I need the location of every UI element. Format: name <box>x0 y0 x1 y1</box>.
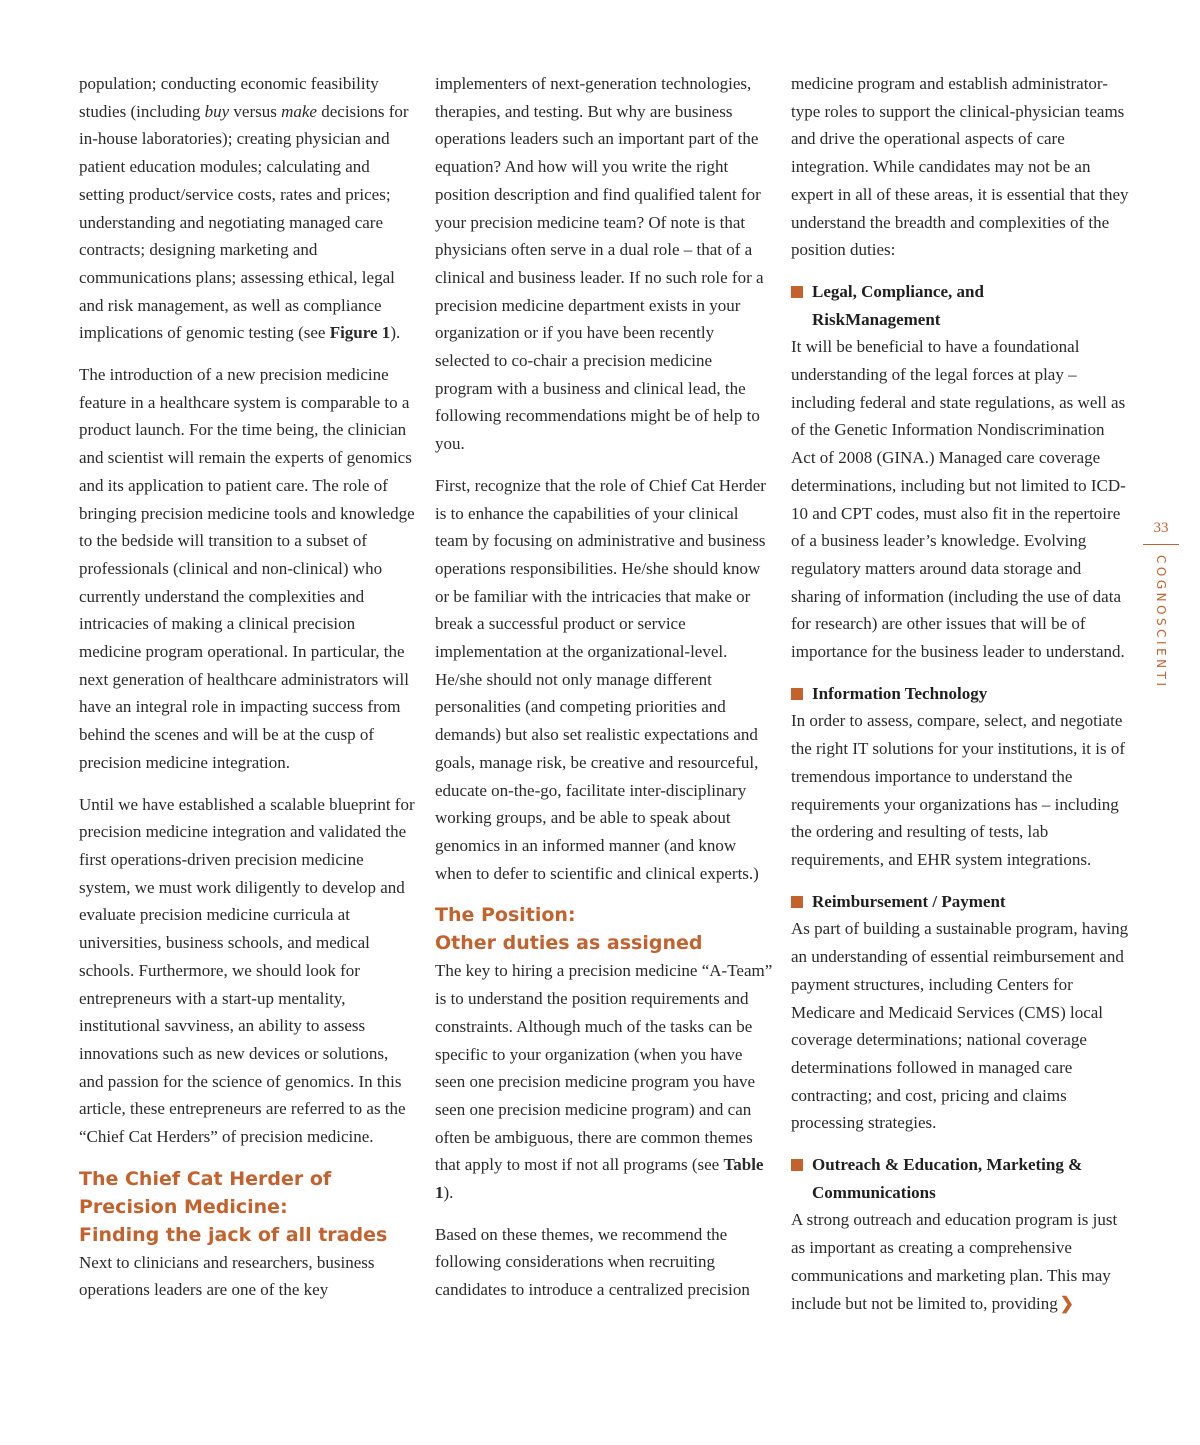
paragraph: The key to hiring a precision medicine “A-Team” is to understand the position requirements and constraints. Although much of the tasks can be specific to your organization (when you have seen one precision medicine program you have seen one precision medicine program) and can often be ambiguous, there are common themes that apply to most if not all programs (see Table 1). <box>435 961 773 1203</box>
divider <box>1143 544 1179 545</box>
figure-reference: Figure 1 <box>329 323 391 343</box>
orange-square-bullet-icon <box>791 896 803 908</box>
column-1 <box>79 70 417 1304</box>
paragraph: In order to assess, compare, select, and negotiate the right IT solutions for your institutions, it is of tremendous importance to understand the requirements your organizations has – including the ordering and resulting of tests, lab requirements, and EHR system integrations. <box>791 711 1126 869</box>
paragraph: As part of building a sustainable program, having an understanding of essential reimbursement and payment structures, including Centers for Medicare and Medicaid Services (CMS) local coverage determinations; national coverage determinations followed in managed care contracting; and cost, pricing and claims processing strategies. <box>791 919 1129 1133</box>
orange-square-bullet-icon <box>791 1159 803 1171</box>
paragraph: population; conducting economic feasibility studies (including buy versus make decisions for in-house laboratories); creating physician and patient education modules; calculating and setting product/service costs, rates and prices; understanding and negotiating managed care contracts; designing marketing and communications plans; assessing ethical, legal and risk management, as well as compliance implications of genomic testing (see Figure 1). <box>79 74 409 343</box>
bullet-heading-outreach: Outreach & Education, Marketing & Communications <box>791 1151 1129 1206</box>
bullet-heading-legal: Legal, Compliance, and RiskManagement <box>791 278 1129 333</box>
publication-label: COGNOSCIENTI <box>1154 555 1168 690</box>
page-number: 33 <box>1153 520 1169 536</box>
paragraph: implementers of next-generation technologies, therapies, and testing. But why are business operations leaders such an important part of the equation? And how will you write the right position description and find qualified talent for your precision medicine team? Of note is that physicians often serve in a dual role – that of a clinical and business leader. If no such role for a precision medicine department exists in your organization or if you have been recently selected to co-chair a precision medicine program with a business and clinical lead, the following recommendations might be of help to you. <box>435 74 764 454</box>
paragraph: medicine program and establish administrator-type roles to support the clinical-physician teams and drive the operational aspects of care integration. While candidates may not be an expert in all of these areas, it is essential that they understand the breadth and complexities of the position duties: <box>791 74 1129 260</box>
page-sidebar <box>1143 518 1179 690</box>
paragraph: Next to clinicians and researchers, business operations leaders are one of the key <box>79 1252 375 1300</box>
paragraph: It will be beneficial to have a foundational understanding of the legal forces at play – including federal and state regulations, as well as of the Genetic Information Nondiscrimination Act of 2008 (GINA.) Managed care coverage determinations, including but not limited to ICD-10 and CPT codes, must also fit in the repertoire of a business leader’s knowledge. Evolving regulatory matters around data storage and sharing of information (including the use of data for research) are other issues that will be of importance for the business leader to understand. <box>791 337 1126 662</box>
orange-square-bullet-icon <box>791 688 803 700</box>
paragraph: Based on these themes, we recommend the following considerations when recruiting candidates to introduce a centralized precision <box>435 1224 750 1300</box>
section-heading-the-position: The Position: Other duties as assigned <box>435 904 703 955</box>
column-3 <box>791 70 1129 1317</box>
paragraph: The introduction of a new precision medicine feature in a healthcare system is comparable to a product launch. For the time being, the clinician and scientist will remain the experts of genomics and its application to patient care. The role of bringing precision medicine tools and knowledge to the bedside will transition to a subset of professionals (clinical and non-clinical) who currently understand the complexities and intricacies of making a clinical precision medicine program operational. In particular, the next generation of healthcare administrators will have an integral role in impacting success from behind the scenes and will be at the cusp of precision medicine integration. <box>79 365 415 772</box>
paragraph: A strong outreach and education program is just as important as creating a comprehensive communications and marketing plan. This may include but not be limited to, providing ❯ <box>791 1206 1129 1317</box>
emphasis: make <box>281 101 317 121</box>
table-reference: Table 1 <box>435 1155 764 1203</box>
section-heading-chief-cat-herder: The Chief Cat Herder of Precision Medicine: Finding the jack of all trades <box>79 1167 388 1246</box>
column-2 <box>435 70 773 1304</box>
bullet-heading-it: Information Technology <box>791 680 1129 708</box>
emphasis: buy <box>204 101 230 121</box>
continue-arrow-icon: ❯ <box>1059 1293 1075 1313</box>
bullet-heading-reimbursement: Reimbursement / Payment <box>791 888 1129 916</box>
paragraph: First, recognize that the role of Chief Cat Herder is to enhance the capabilities of your clinical team by focusing on administrative and business operations responsibilities. He/she should know or be familiar with the intricacies that make or break a successful product or service implementation at the organizational-level. He/she should not only manage different personalities (and competing priorities and demands) but also set realistic expectations and goals, manage risk, be creative and resourceful, educate on-the-go, facilitate inter-disciplinary working groups, and be able to speak about genomics in an informed manner (and know when to defer to scientific and clinical experts.) <box>435 475 766 883</box>
orange-square-bullet-icon <box>791 286 803 298</box>
paragraph: Until we have established a scalable blueprint for precision medicine integration and validated the first operations-driven precision medicine system, we must work diligently to develop and evaluate precision medicine curricula at universities, business schools, and medical schools. Furthermore, we should look for entrepreneurs with a start-up mentality, institutional savviness, an ability to assess innovations such as new devices or solutions, and passion for the science of genomics. In this article, these entrepreneurs are referred to as the “Chief Cat Herders” of precision medicine. <box>79 794 415 1147</box>
